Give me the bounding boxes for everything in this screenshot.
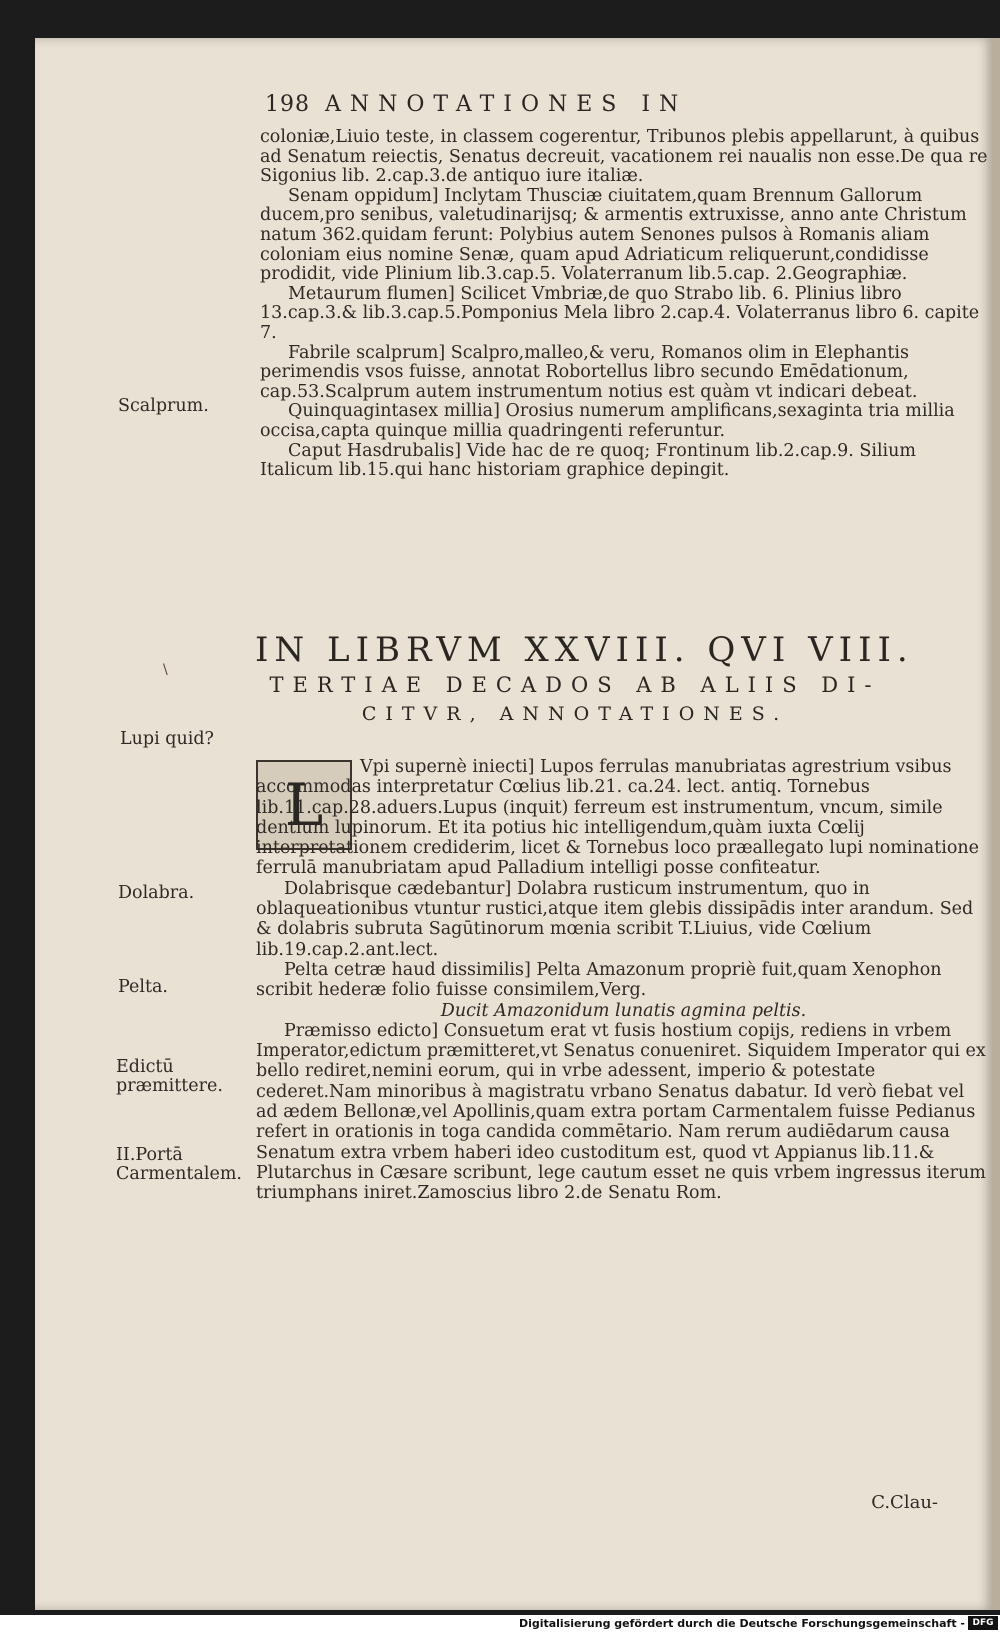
verse-quotation: Ducit Amazonidum lunatis agmina peltis.	[440, 1000, 807, 1021]
page-number: 198	[265, 92, 310, 117]
paragraph-metaurum: Metaurum flumen] Scilicet Vmbriæ,de quo Strabo lib. 6. Plinius libro 13.cap.3.& lib.3.cap.5.Pomponius Mela libro 2.cap.4. Volaterranus libro 6. capite 7.	[260, 283, 980, 343]
paragraph-pelta: Pelta cetræ haud dissimilis] Pelta Amazonum propriè fuit,quam Xenophon scribit hederæ folio fuisse consimilem,Verg.	[256, 959, 942, 1001]
heading-line-1: IN LIBRVM XXVIII. QVI VIII.	[255, 630, 914, 670]
annotations-bottom	[256, 757, 991, 1204]
initial-letter: L	[284, 771, 324, 839]
heading-line-3: CITVR, ANNOTATIONES.	[361, 703, 789, 725]
margin-note-porta: II.Portā Carmentalem.	[116, 1145, 242, 1184]
running-title: ANNOTATIONES IN	[325, 92, 688, 117]
page-edge	[992, 38, 1000, 1610]
paragraph-colonia: coloniæ,Liuio teste, in classem cogerentur, Tribunos plebis appellarunt, à quibus ad Senatum reiectis, Senatus decreuit, vacationem rei naualis non esse.De qua re Sigonius lib. 2.cap.3.de antiquo iure italiæ.	[260, 127, 988, 187]
margin-note-lupi: Lupi quid?	[120, 729, 214, 749]
heading-line-2: TERTIAE DECADOS AB ALIIS DI-	[269, 673, 881, 697]
digitization-footer	[0, 1615, 1000, 1633]
margin-note-edictum: Edictū præmittere.	[116, 1057, 223, 1096]
margin-note-pelta: Pelta.	[118, 977, 168, 997]
paragraph-dolabra: Dolabrisque cædebantur] Dolabra rusticum instrumentum, quo in oblaqueationibus vtuntur rustici,atque item glebis dissipādis inter arandum. Sed & dolabris subruta Sagūtinorum mœnia scribit T.Liuius, vide Cœlium lib.19.cap.2.ant.lect.	[256, 878, 974, 960]
section-heading	[255, 630, 995, 728]
paragraph-edictum: Præmisso edicto] Consuetum erat vt fusis hostium copijs, rediens in vrbem Imperator,edictum præmitteret,vt Senatus conueniret. Siquidem Imperator qui ex bello rediret,nemini eorum, qui in vrbe adessent, imperio & potestate cederet.Nam minoribus à magistratu vrbano Senatus dabatur. Id verò fiebat vel ad ædem Bellonæ,vel Apollinis,quam extra portam Carmentalem fuisse Pedianus refert in orationis in toga candida commētario. Nam rerum audiēdarum causa Senatum extra vrbem haberi ideo custoditum est, quod vt Appianus lib.11.& Plutarchus in Cæsare scribunt, lege cautum esset ne quis vrbem ingressus iterum triumphans iniret.Zamoscius libro 2.de Senatu Rom.	[256, 1020, 986, 1204]
paragraph-scalprum: Fabrile scalprum] Scalpro,malleo,& veru, Romanos olim in Elephantis perimendis vsos fuisse, annotat Robortellus libro secundo Emēdationum, cap.53.Scalprum autem instrumentum notius est quàm vt indicari debeat.	[260, 342, 918, 402]
margin-note-dolabra: Dolabra.	[118, 883, 195, 903]
annotations-top	[260, 128, 990, 481]
paragraph-senam: Senam oppidum] Inclytam Thusciæ ciuitatem,quam Brennum Gallorum ducem,pro senibus, valetudinarijsq; & armentis extruxisse, anno ante Christum natum 362.quidam ferunt: Polybius autem Senones pulsos à Romanis aliam coloniam eius nomine Senæ, quam apud Adriaticum reliquerunt,condidisse prodidit, vide Plinium lib.3.cap.5. Volaterranum lib.5.cap. 2.Geographiæ.	[260, 185, 967, 285]
margin-note-scalprum: Scalprum.	[118, 396, 209, 416]
catchword: C.Clau-	[871, 1492, 938, 1513]
running-header	[265, 92, 687, 117]
paragraph-hasdrubal: Caput Hasdrubalis] Vide hac de re quoq; Frontinum lib.2.cap.9. Silium Italicum lib.15.qui hanc historiam graphice depingit.	[260, 440, 917, 481]
ink-mark: \	[163, 662, 168, 678]
paragraph-lupi-a: Vpi supernè iniecti] Lupos ferrulas manubriatas agrestrium vsibus accommodas interpretatur Cœlius lib.21. ca.24. lect. antiq. Tornebus lib.11.cap.28.aduers.Lupus (inquit) ferreum est instrumentum, vncum, simile dentium lupinorum. Et ita potius hic intelligendum,quàm iuxta Cœlij interpretationem crediderim, licet & Tornebus loco præallegato lupi nominatione ferrulā manubriatam apud Palladium intelligi posse confiteatur.	[256, 757, 979, 879]
paragraph-quinquaginta: Quinquagintasex millia] Orosius numerum amplificans,sexaginta tria millia occisa,capta quinque millia quadringenti referuntur.	[260, 401, 955, 441]
dfg-logo: DFG	[968, 1616, 998, 1630]
footer-text: Digitalisierung gefördert durch die Deutsche Forschungsgemeinschaft -	[518, 1617, 965, 1630]
